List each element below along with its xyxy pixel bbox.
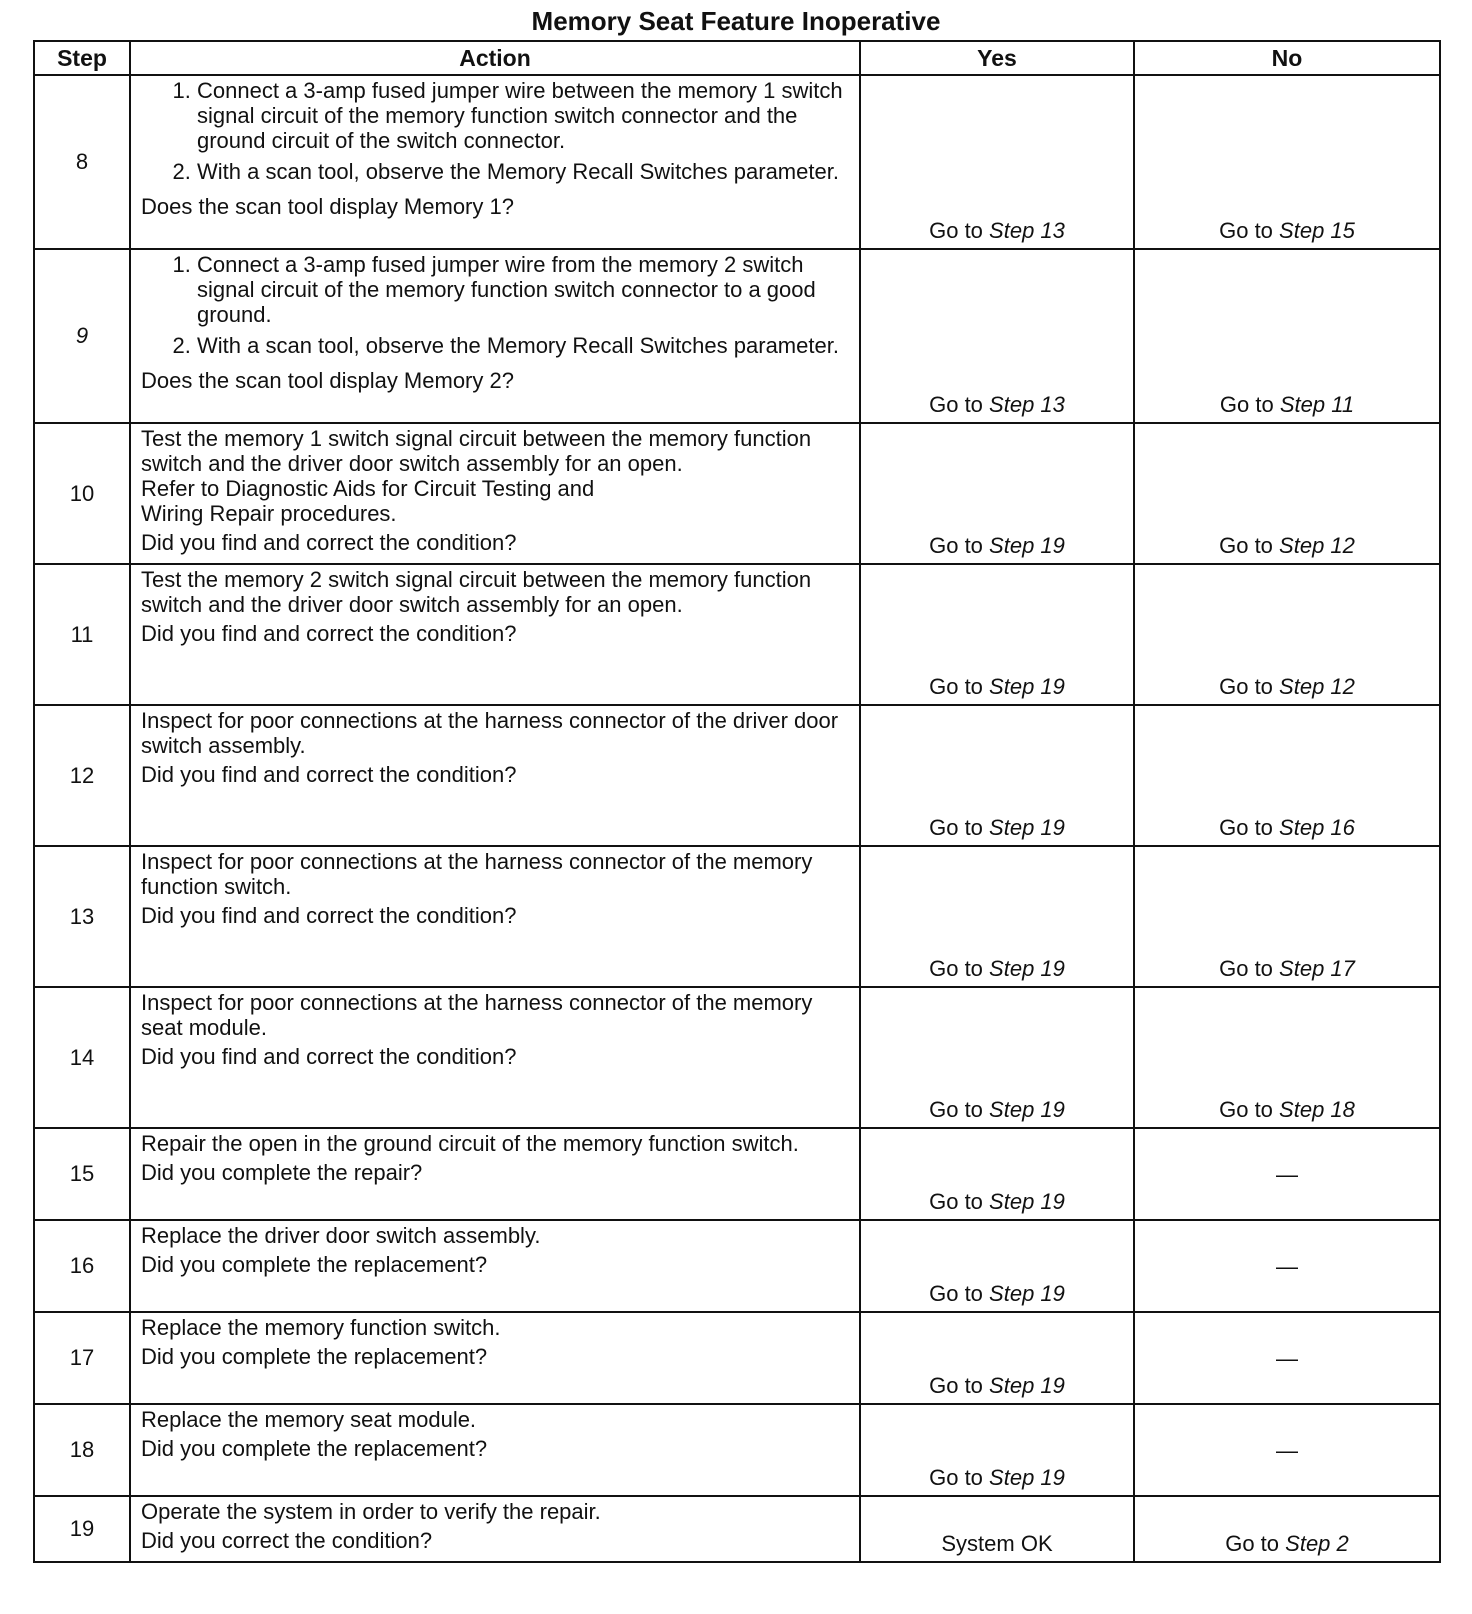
question: Did you find and correct the condition? (141, 530, 517, 555)
description-line: Inspect for poor connections at the harness connector of the memory function switch. (141, 849, 813, 899)
no-prefix: Go to (1219, 956, 1273, 981)
yes-prefix: Go to (929, 392, 983, 417)
no-cell (1134, 1220, 1440, 1312)
table-row (34, 249, 1440, 423)
no-step-link[interactable]: Step 18 (1279, 1097, 1355, 1122)
table-row (34, 564, 1440, 705)
no-step-link[interactable]: Step 12 (1279, 674, 1355, 699)
yes-step-link[interactable]: Step 19 (989, 1097, 1065, 1122)
no-dash: — (1276, 1253, 1298, 1279)
step-number: 16 (34, 1220, 130, 1312)
no-prefix: Go to (1219, 533, 1273, 558)
yes-step-link[interactable]: Step 19 (989, 956, 1065, 981)
no-cell (1134, 249, 1440, 423)
no-cell (1134, 423, 1440, 564)
yes-cell (860, 1128, 1134, 1220)
action-cell (130, 1220, 860, 1312)
table-row (34, 1220, 1440, 1312)
no-prefix: Go to (1219, 674, 1273, 699)
yes-step-link[interactable]: Step 19 (989, 1465, 1065, 1490)
step-number: 12 (34, 705, 130, 846)
action-description (141, 708, 849, 758)
table-row (34, 1496, 1440, 1562)
yes-step-link[interactable]: Step 19 (989, 674, 1065, 699)
no-prefix: Go to (1219, 815, 1273, 840)
description-line: Inspect for poor connections at the harness connector of the driver door switch assembly. (141, 708, 839, 758)
description-line: Test the memory 1 switch signal circuit between the memory function switch and the driver door switch assembly for an open. (141, 426, 812, 476)
yes-step-link[interactable]: Step 19 (989, 815, 1065, 840)
no-dash: — (1276, 1161, 1298, 1187)
table-row (34, 846, 1440, 987)
system-ok-text: System OK (941, 1531, 1053, 1556)
action-description (141, 849, 849, 899)
no-dash: — (1276, 1437, 1298, 1463)
yes-step-link[interactable]: Step 13 (989, 392, 1065, 417)
yes-prefix: Go to (929, 1189, 983, 1214)
no-prefix: Go to (1219, 218, 1273, 243)
header-yes: Yes (860, 41, 1134, 75)
description-line: Wiring Repair procedures. (141, 501, 397, 526)
no-cell (1134, 987, 1440, 1128)
table-row (34, 423, 1440, 564)
question: Does the scan tool display Memory 1? (141, 194, 514, 219)
no-step-link[interactable]: Step 17 (1279, 956, 1355, 981)
table-row (34, 705, 1440, 846)
no-cell (1134, 705, 1440, 846)
yes-cell (860, 75, 1134, 249)
table-row (34, 1404, 1440, 1496)
yes-cell (860, 705, 1134, 846)
action-description (141, 1131, 849, 1156)
no-step-link[interactable]: Step 15 (1279, 218, 1355, 243)
action-list (141, 252, 849, 364)
step-number: 19 (34, 1496, 130, 1562)
action-description (141, 1499, 849, 1524)
yes-cell (860, 987, 1134, 1128)
step-number: 11 (34, 564, 130, 705)
yes-cell (860, 249, 1134, 423)
list-item: 2. With a scan tool, observe the Memory Recall Switches parameter. (197, 333, 849, 358)
step-number: 15 (34, 1128, 130, 1220)
header-row (34, 41, 1440, 75)
description-line: Inspect for poor connections at the harness connector of the memory seat module. (141, 990, 813, 1040)
yes-cell (860, 564, 1134, 705)
question: Did you find and correct the condition? (141, 1044, 517, 1069)
action-cell (130, 1404, 860, 1496)
question: Did you find and correct the condition? (141, 762, 517, 787)
no-cell (1134, 75, 1440, 249)
list-item: 2. With a scan tool, observe the Memory Recall Switches parameter. (197, 159, 849, 184)
yes-prefix: Go to (929, 218, 983, 243)
yes-cell (860, 1404, 1134, 1496)
description-line: Test the memory 2 switch signal circuit between the memory function switch and the driver door switch assembly for an open. (141, 567, 812, 617)
action-description (141, 990, 849, 1040)
list-item: 1. Connect a 3-amp fused jumper wire between the memory 1 switch signal circuit of the memory function switch connector and the ground circuit of the switch connector. (197, 78, 849, 153)
description-line: Replace the memory function switch. (141, 1315, 501, 1340)
action-description (141, 1407, 849, 1432)
header-action: Action (130, 41, 860, 75)
action-cell (130, 1128, 860, 1220)
action-list (141, 78, 849, 190)
yes-step-link[interactable]: Step 19 (989, 1281, 1065, 1306)
question: Did you find and correct the condition? (141, 621, 517, 646)
no-cell (1134, 1312, 1440, 1404)
action-description (141, 1223, 849, 1248)
action-cell (130, 846, 860, 987)
step-number: 13 (34, 846, 130, 987)
no-cell (1134, 1128, 1440, 1220)
yes-prefix: Go to (929, 533, 983, 558)
diagnostic-table (33, 40, 1441, 1563)
action-cell (130, 1496, 860, 1562)
question: Did you complete the replacement? (141, 1344, 488, 1369)
question: Did you correct the condition? (141, 1528, 433, 1553)
question: Does the scan tool display Memory 2? (141, 368, 514, 393)
header-no: No (1134, 41, 1440, 75)
no-prefix: Go to (1225, 1531, 1280, 1556)
yes-cell (860, 1312, 1134, 1404)
question: Did you complete the replacement? (141, 1252, 488, 1277)
no-cell (1134, 846, 1440, 987)
description-line: Repair the open in the ground circuit of the memory function switch. (141, 1131, 799, 1156)
action-cell (130, 987, 860, 1128)
table-row (34, 75, 1440, 249)
yes-prefix: Go to (929, 1281, 983, 1306)
no-dash: — (1276, 1345, 1298, 1371)
yes-prefix: Go to (929, 1373, 983, 1398)
action-description (141, 426, 849, 526)
yes-step-link[interactable]: Step 19 (989, 533, 1065, 558)
action-cell (130, 249, 860, 423)
no-cell (1134, 564, 1440, 705)
description-line: Refer to Diagnostic Aids for Circuit Testing and (141, 476, 595, 501)
question: Did you find and correct the condition? (141, 903, 517, 928)
description-line: Replace the memory seat module. (141, 1407, 477, 1432)
action-description (141, 567, 849, 617)
question: Did you complete the replacement? (141, 1436, 488, 1461)
yes-cell (860, 1220, 1134, 1312)
question: Did you complete the repair? (141, 1160, 423, 1185)
description-line: Operate the system in order to verify the repair. (141, 1499, 601, 1524)
step-number: 8 (34, 75, 130, 249)
no-step-link[interactable]: Step 12 (1279, 533, 1355, 558)
table-row (34, 1312, 1440, 1404)
no-prefix: Go to (1219, 392, 1274, 417)
no-step-link[interactable]: Step 2 (1285, 1531, 1349, 1556)
yes-prefix: Go to (929, 1097, 983, 1122)
step-number: 17 (34, 1312, 130, 1404)
description-line: Replace the driver door switch assembly. (141, 1223, 541, 1248)
header-step: Step (34, 41, 130, 75)
yes-step-link[interactable]: Step 13 (989, 218, 1065, 243)
yes-cell (860, 423, 1134, 564)
no-cell (1134, 1404, 1440, 1496)
action-description (141, 1315, 849, 1340)
no-step-link[interactable]: Step 11 (1279, 392, 1355, 417)
action-cell (130, 1312, 860, 1404)
step-number: 9 (34, 249, 130, 423)
list-item: 1. Connect a 3-amp fused jumper wire from the memory 2 switch signal circuit of the memory function switch connector to a good ground. (197, 252, 849, 327)
yes-prefix: Go to (929, 815, 983, 840)
action-cell (130, 705, 860, 846)
yes-prefix: Go to (929, 674, 983, 699)
yes-prefix: Go to (929, 1465, 983, 1490)
action-cell (130, 75, 860, 249)
table-row (34, 1128, 1440, 1220)
yes-cell (860, 846, 1134, 987)
no-cell (1134, 1496, 1440, 1562)
no-prefix: Go to (1219, 1097, 1273, 1122)
action-cell (130, 423, 860, 564)
step-number: 10 (34, 423, 130, 564)
action-cell (130, 564, 860, 705)
yes-cell (860, 1496, 1134, 1562)
yes-prefix: Go to (929, 956, 983, 981)
page-title: Memory Seat Feature Inoperative (531, 6, 941, 36)
no-step-link[interactable]: Step 16 (1279, 815, 1355, 840)
yes-step-link[interactable]: Step 19 (989, 1189, 1065, 1214)
step-number: 18 (34, 1404, 130, 1496)
table-row (34, 987, 1440, 1128)
yes-step-link[interactable]: Step 19 (989, 1373, 1065, 1398)
step-number: 14 (34, 987, 130, 1128)
